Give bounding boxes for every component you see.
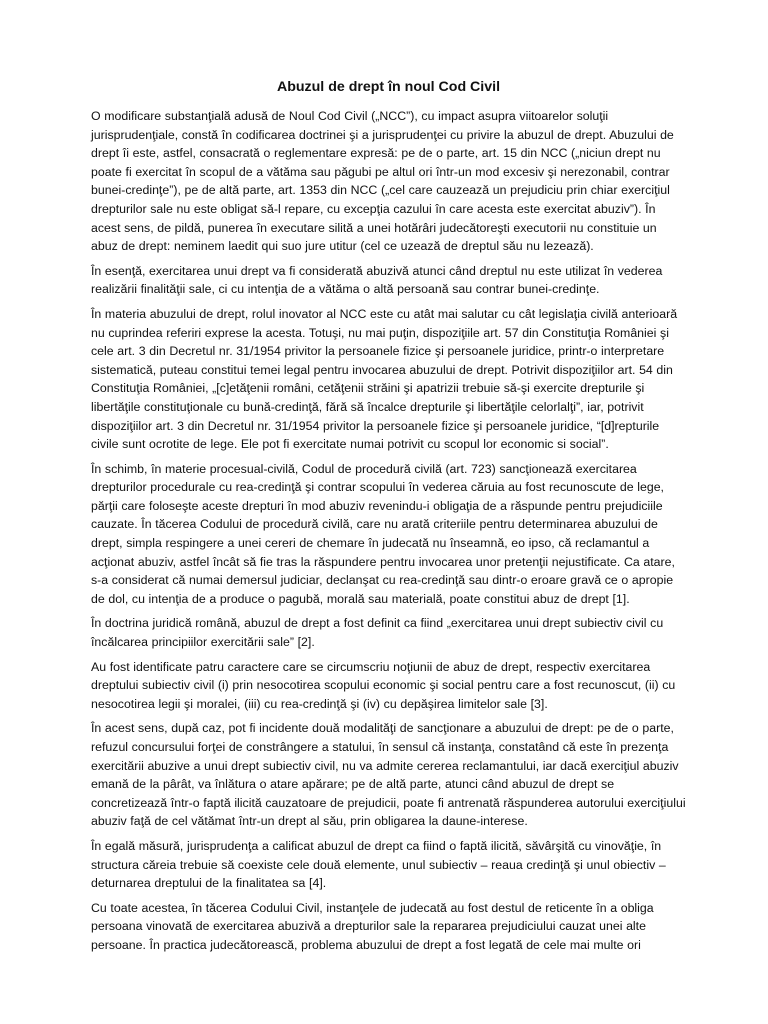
paragraph-doctrine-definition: În doctrina juridică română, abuzul de drept a fost definit ca fiind „exercitarea unui drept subiectiv civil cu încălcarea principiilor exercitării sale” [2]. — [91, 616, 664, 650]
document-title: Abuzul de drept în noul Cod Civil — [276, 79, 501, 95]
paragraph-civil-procedure: În schimb, în materie procesual-civilă, Codul de procedură civilă (art. 723) sancţionează exercitarea drepturilor procedurale cu rea-credinţă şi contrar scopului în vederea căruia au fost recunoscute de lege, părţii care foloseşte aceste drepturi în mod abuziv revenindu-i obligaţia de a răspunde pentru prejudiciile cauzate. În tăcerea Codului de procedură civilă, care nu arată criteriile pentru determinarea abuzului de drept, simpla respingere a unei cereri de chemare în judecată nu înseamnă, eo ipso, că reclamantul a acţionat abuziv, astfel încât să fie tras la răspundere pentru invocarea unor pretenţii nejustificate. Ca atare, s-a considerat că numai demersul judiciar, declanşat cu rea-credinţă sau dintr-o eroare gravă ce o apropie de dol, cu intenţia de a produce o pagubă, morală sau materială, poate constitui abuz de drept [1]. — [91, 461, 675, 606]
paragraph-jurisprudence: În egală măsură, jurisprudenţa a calificat abuzul de drept ca fiind o faptă ilicită, săvârşită cu vinovăţie, în structura căreia trebuie să coexiste cele două elemente, unul subiectiv – reaua credinţă şi unul obiectiv – deturnarea dreptului de la finalitatea sa [4]. — [91, 838, 666, 891]
paragraph-intro: O modificare substanţială adusă de Noul Cod Civil („NCC”), cu impact asupra viitoarelor soluţii jurisprudenţiale, constă în codificarea doctrinei şi a jurisprudenţei cu privire la abuzul de drept. Abuzului de drept îi este, astfel, consacrată o reglementare expresă: pe de o parte, art. 15 din NCC („niciun drept nu poate fi exercitat în scopul de a vătăma sau păgubi pe altul ori într-un mod excesiv şi nerezonabil, contrar bunei-credinţe”), pe de altă parte, art. 1353 din NCC („cel care cauzează un prejudiciu prin chiar exerciţiul drepturilor sale nu este obligat să-l repare, cu excepţia cazului în care acesta este exercitat abuziv”). În acest sens, de pildă, punerea în executare silită a unei hotărâri judecătoreşti executorii nu constituie un abuz de drept: neminem laedit qui suo jure utitur (cel ce uzează de dreptul său nu lezează). — [91, 109, 674, 254]
paragraph-essence: În esenţă, exercitarea unui drept va fi considerată abuzivă atunci când dreptul nu este utilizat în vederea realizării finalităţii sale, ci cu intenţia de a vătăma o altă persoană sau contrar bunei-credinţe. — [91, 263, 663, 297]
paragraph-four-characters: Au fost identificate patru caractere care se circumscriu noţiunii de abuz de drept, respectiv exercitarea dreptului subiectiv civil (i) prin nesocotirea scopului economic şi social pentru care a fost recunoscut, (ii) cu nesocotirea legii şi moralei, (iii) cu rea-credinţă şi (iv) cu depăşirea limitelor sale [3]. — [91, 659, 676, 711]
paragraph-prior-legislation: În materia abuzului de drept, rolul inovator al NCC este cu atât mai salutar cu cât legislaţia civilă anterioară nu cuprindea referiri exprese la acesta. Totuşi, nu mai puţin, dispoziţiile art. 57 din Constituţia României şi cele art. 3 din Decretul nr. 31/1954 privitor la persoanele fizice şi persoanele juridice, printr-o interpretare sistematică, puteau constitui temei legal pentru invocarea abuzului de drept. Potrivit dispoziţiilor art. 54 din Constituţia României, „[c]etăţenii români, cetăţenii străini şi apatrizii trebuie să-şi exercite drepturile şi libertăţile constituţionale cu bună-credinţă, fără să încalce drepturile şi libertăţile celorlalţi”, iar, potrivit dispoziţiilor art. 3 din Decretul nr. 31/1954 privitor la persoanele fizice şi persoanele juridice, “[d]repturile civile sunt ocrotite de lege. Ele pot fi exercitate numai potrivit cu scopul lor economic si social”. — [91, 306, 678, 452]
paragraph-sanctions: În acest sens, după caz, pot fi incidente două modalităţi de sancţionare a abuzului de drept: pe de o parte, refuzul concursului forţei de constrângere a statului, în sensul că instanţa, constatând că este în prezenţa exercitării abuzive a unui drept subiectiv civil, nu va admite cererea reclamantului, iar dacă exerciţiul abuziv emană de la pârât, va înlătura o atare apărare; pe de altă parte, atunci când abuzul de drept se concretizează într-o faptă ilicită cauzatoare de prejudicii, poate fi antrenată răspunderea autorului exerciţiului abuziv faţă de cel vătămat într-un drept al său, prin obligarea la daune-interese. — [91, 721, 686, 829]
paragraph-reticence: Cu toate acestea, în tăcerea Codului Civil, instanţele de judecată au fost destul de reticente în a obliga persoana vinovată de exercitarea abuzivă a drepturilor sale la repararea prejudiciului cauzat unei alte persoane. În practica judecătorească, problema abuzului de drept a fost legată de cele mai multe ori — [91, 900, 654, 952]
